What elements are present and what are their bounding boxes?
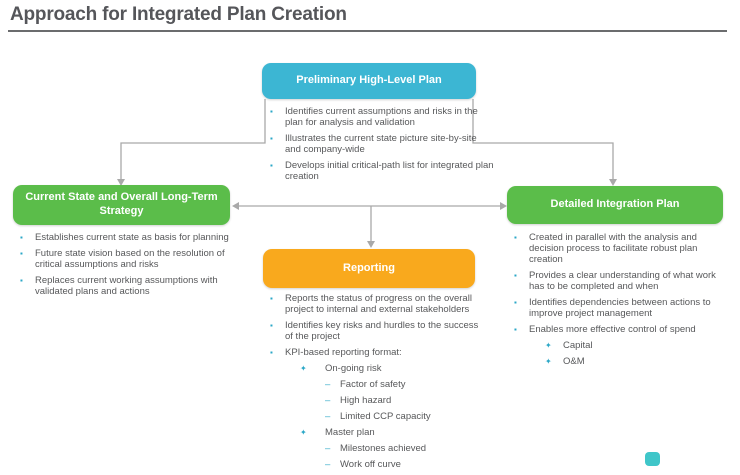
box-reporting (263, 249, 475, 288)
sub-bullet-icon: ✦ (545, 341, 552, 350)
list-item (270, 293, 488, 315)
list-item-text: Reports the status of progress on the overall project to internal and external stakeholders (285, 293, 472, 315)
list-item-text: Master plan (325, 427, 375, 438)
list-item (270, 379, 488, 390)
list-item-text: Identifies current assumptions and risks in the plan for analysis and validation (285, 106, 478, 128)
list-item-text: Factor of safety (340, 379, 406, 390)
arrow-left-strategy-icon (232, 202, 239, 210)
list-item (514, 232, 726, 265)
bullet-square-icon: ▪ (20, 276, 23, 285)
box-preliminary-label: Preliminary High-Level Plan (296, 74, 442, 87)
bullet-square-icon: ▪ (20, 233, 23, 242)
list-item-text: High hazard (340, 395, 392, 406)
list-item-text: O&M (563, 356, 585, 367)
box-detailed-label: Detailed Integration Plan (550, 198, 680, 211)
bullet-list-detailed (514, 232, 726, 372)
list-item (270, 106, 494, 128)
bullet-square-icon: ▪ (514, 325, 517, 334)
list-item-text: Identifies dependencies between actions to improve project management (529, 297, 711, 319)
list-item-text: Future state vision based on the resolution of critical assumptions and risks (35, 248, 225, 270)
list-item-text: Establishes current state as basis for planning (35, 232, 229, 243)
list-item-text: On-going risk (325, 363, 382, 374)
bullet-list-preliminary (270, 106, 494, 187)
sub-bullet-icon: ✦ (545, 357, 552, 366)
bullet-square-icon: ▪ (514, 233, 517, 242)
list-item-text: Created in parallel with the analysis and decision process to facilitate robust plan creation (529, 232, 698, 265)
bullet-list-reporting (270, 293, 488, 475)
page-title: Approach for Integrated Plan Creation (10, 4, 347, 25)
sub-bullet-icon: ✦ (300, 364, 307, 373)
list-item-text: Enables more effective control of spend (529, 324, 696, 335)
dash-bullet-icon: – (325, 395, 331, 406)
bullet-square-icon: ▪ (270, 348, 273, 357)
box-current-state-strategy (13, 185, 230, 225)
list-item-text: Develops initial critical-path list for integrated plan creation (285, 160, 494, 182)
list-item (270, 459, 488, 470)
list-item (514, 340, 726, 351)
list-item (270, 160, 494, 182)
arrow-down-reporting-icon (367, 241, 375, 248)
list-item (270, 320, 488, 342)
list-item (270, 395, 488, 406)
list-item (20, 232, 234, 243)
bullet-square-icon: ▪ (270, 107, 273, 116)
list-item (270, 443, 488, 454)
list-item (270, 427, 488, 438)
list-item-text: Limited CCP capacity (340, 411, 431, 422)
arrow-right-detailed-icon (500, 202, 507, 210)
list-item-text: Work off curve (340, 459, 401, 470)
box-strategy-label: Current State and Overall Long-Term Strategy (25, 191, 218, 217)
list-item (270, 363, 488, 374)
list-item (514, 270, 726, 292)
list-item (270, 347, 488, 358)
bullet-square-icon: ▪ (270, 134, 273, 143)
bullet-list-strategy (20, 232, 234, 302)
box-reporting-label: Reporting (343, 261, 395, 274)
list-item (270, 411, 488, 422)
connector-prelim-to-detailed (473, 99, 613, 179)
list-item (514, 297, 726, 319)
list-item-text: Identifies key risks and hurdles to the success of the project (285, 320, 479, 342)
bullet-square-icon: ▪ (514, 298, 517, 307)
box-detailed-integration-plan (507, 186, 723, 224)
bullet-square-icon: ▪ (514, 271, 517, 280)
bullet-square-icon: ▪ (270, 321, 273, 330)
list-item (514, 324, 726, 335)
dash-bullet-icon: – (325, 459, 331, 470)
list-item-text: Illustrates the current state picture site-by-site and company-wide (285, 133, 477, 155)
arrow-down-detailed-icon (609, 179, 617, 186)
dash-bullet-icon: – (325, 443, 331, 454)
list-item-text: Milestones achieved (340, 443, 427, 454)
bullet-square-icon: ▪ (270, 161, 273, 170)
sub-bullet-icon: ✦ (300, 428, 307, 437)
list-item-text: Replaces current working assumptions with validated plans and actions (35, 275, 218, 297)
list-item (270, 133, 494, 155)
bullet-square-icon: ▪ (270, 294, 273, 303)
dash-bullet-icon: – (325, 379, 331, 390)
title-underline (8, 30, 727, 32)
connector-prelim-to-strategy (121, 99, 265, 179)
list-item-text: Capital (563, 340, 593, 351)
dash-bullet-icon: – (325, 411, 331, 422)
list-item (20, 275, 234, 297)
logo-mark-icon (645, 452, 660, 466)
bullet-square-icon: ▪ (20, 249, 23, 258)
box-preliminary-plan (262, 63, 476, 99)
list-item-text: KPI-based reporting format: (285, 347, 402, 358)
list-item (20, 248, 234, 270)
list-item-text: Provides a clear understanding of what work has to be completed and when (529, 270, 716, 292)
list-item (514, 356, 726, 367)
